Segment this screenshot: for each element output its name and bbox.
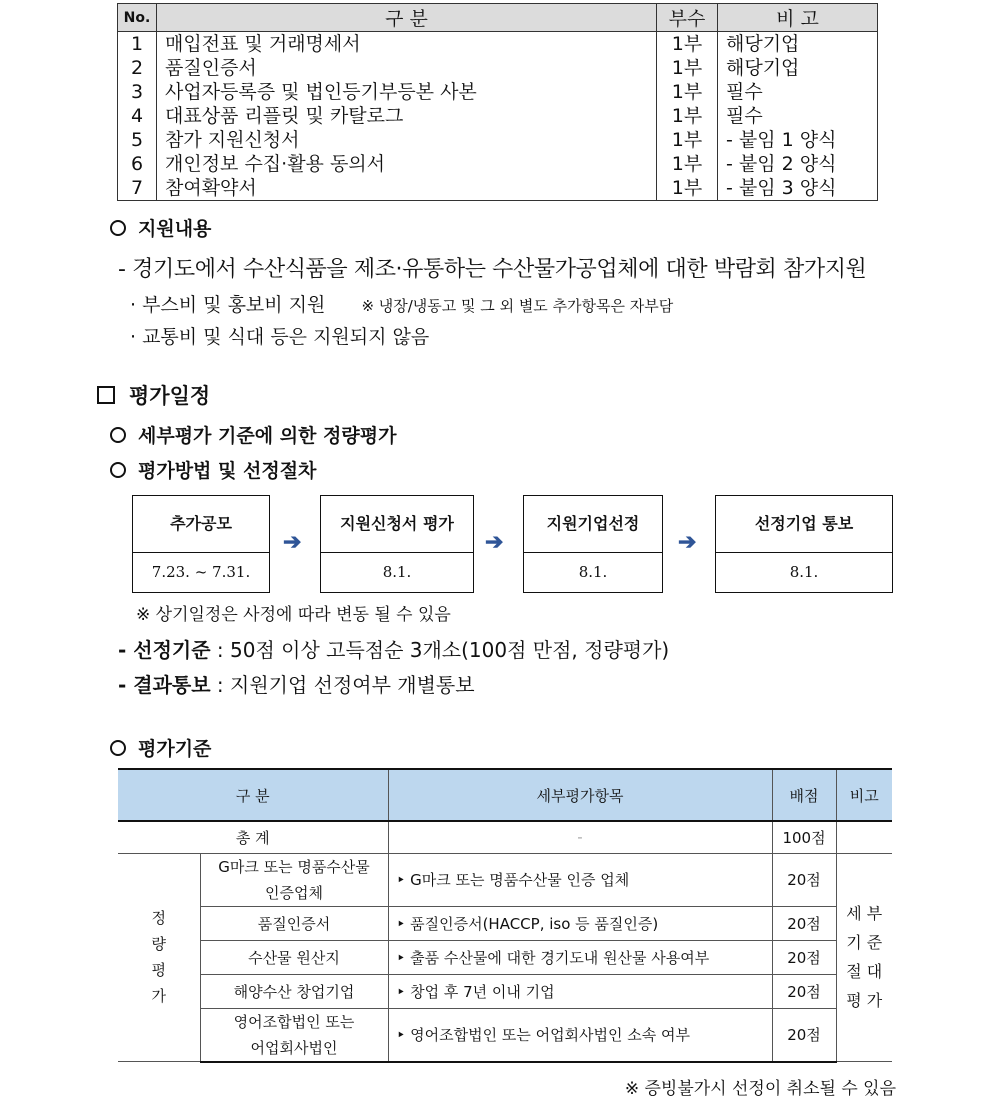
- schedule-item-2: 평가방법 및 선정절차: [110, 456, 316, 483]
- col-no: No.: [118, 4, 157, 32]
- documents-table: [117, 3, 878, 201]
- selection-criteria: - 선정기준 : 50점 이상 고득점순 3개소(100점 만점, 정량평가): [118, 638, 670, 662]
- evaluation-heading: 평가기준: [110, 734, 211, 761]
- circle-bullet-icon: [110, 462, 126, 478]
- flow-step-3: 지원기업선정 8.1.: [523, 495, 663, 593]
- evaluation-footnote: ※ 증빙불가시 선정이 취소될 수 있음: [624, 1079, 896, 1099]
- table-row: 6 7 개인정보 수집·활용 동의서 참여확약서 1부 1부 - 붙임 2 양식 - 붙임 3 양식: [118, 152, 878, 201]
- result-notice: - 결과통보 : 지원기업 선정여부 개별통보: [118, 673, 475, 697]
- schedule-heading: 평가일정: [97, 380, 210, 410]
- evaluation-table-header: 구 분 세부평가항목 배점 비고: [118, 769, 892, 821]
- table-row: 5 참가 지원신청서 1부 - 붙임 1 양식: [118, 128, 878, 152]
- group-label: 정 량 평 가: [118, 853, 200, 1062]
- schedule-item-1: 세부평가 기준에 의한 정량평가: [110, 421, 396, 448]
- table-row: 영어조합법인 또는 어업회사법인 ‣ 영어조합법인 또는 어업회사법인 소속 여부 20점: [118, 1008, 892, 1062]
- support-line-3: · 교통비 및 식대 등은 지원되지 않음: [130, 326, 430, 348]
- documents-table-header: [118, 4, 878, 32]
- table-row: 해양수산 창업기업 ‣ 창업 후 7년 이내 기업 20점: [118, 974, 892, 1008]
- col-item: 구 분: [157, 4, 657, 32]
- evaluation-table: [118, 768, 892, 1063]
- support-heading: 지원내용: [110, 214, 211, 241]
- table-row: 수산물 원산지 ‣ 출품 수산물에 대한 경기도내 원산물 사용여부 20점: [118, 940, 892, 974]
- table-row: 총 계 - 100점: [118, 821, 892, 853]
- circle-bullet-icon: [110, 220, 126, 236]
- square-bullet-icon: [97, 386, 115, 404]
- flow-step-2: 지원신청서 평가 8.1.: [320, 495, 474, 593]
- table-row: 품질인증서 ‣ 품질인증서(HACCP, iso 등 품질인증) 20점: [118, 906, 892, 940]
- circle-bullet-icon: [110, 740, 126, 756]
- arrow-right-icon: ➔: [283, 529, 302, 555]
- table-row: 3 사업자등록증 및 법인등기부등본 사본 1부 필수: [118, 80, 878, 104]
- note-vertical: 세 부 기 준 절 대 평 가: [836, 853, 892, 1062]
- col-note: 비 고: [718, 4, 878, 32]
- table-row: 1 매입전표 및 거래명세서 1부 해당기업: [118, 32, 878, 57]
- circle-bullet-icon: [110, 427, 126, 443]
- arrow-right-icon: ➔: [485, 529, 504, 555]
- table-row: 정 량 평 가 G마크 또는 명품수산물 인증업체 ‣ G마크 또는 명품수산물 인증 업체 20점 세 부 기 준 절 대 평 가: [118, 853, 892, 906]
- flow-step-4: 선정기업 통보 8.1.: [715, 495, 893, 593]
- schedule-note: ※ 상기일정은 사정에 따라 변동 될 수 있음: [136, 605, 451, 625]
- arrow-right-icon: ➔: [678, 529, 697, 555]
- flow-step-1: 추가공모 7.23. ~ 7.31.: [132, 495, 270, 593]
- support-line-2-note: ※ 냉장/냉동고 및 그 외 별도 추가항목은 자부담: [361, 297, 674, 315]
- support-line-1: - 경기도에서 수산식품을 제조·유통하는 수산물가공업체에 대한 박람회 참가지원: [118, 257, 867, 282]
- support-line-2: · 부스비 및 홍보비 지원 ※ 냉장/냉동고 및 그 외 별도 추가항목은 자부담: [130, 294, 674, 316]
- col-copies: 부수: [657, 4, 718, 32]
- table-row: 2 품질인증서 1부 해당기업: [118, 56, 878, 80]
- table-row: 4 대표상품 리플릿 및 카탈로그 1부 필수: [118, 104, 878, 128]
